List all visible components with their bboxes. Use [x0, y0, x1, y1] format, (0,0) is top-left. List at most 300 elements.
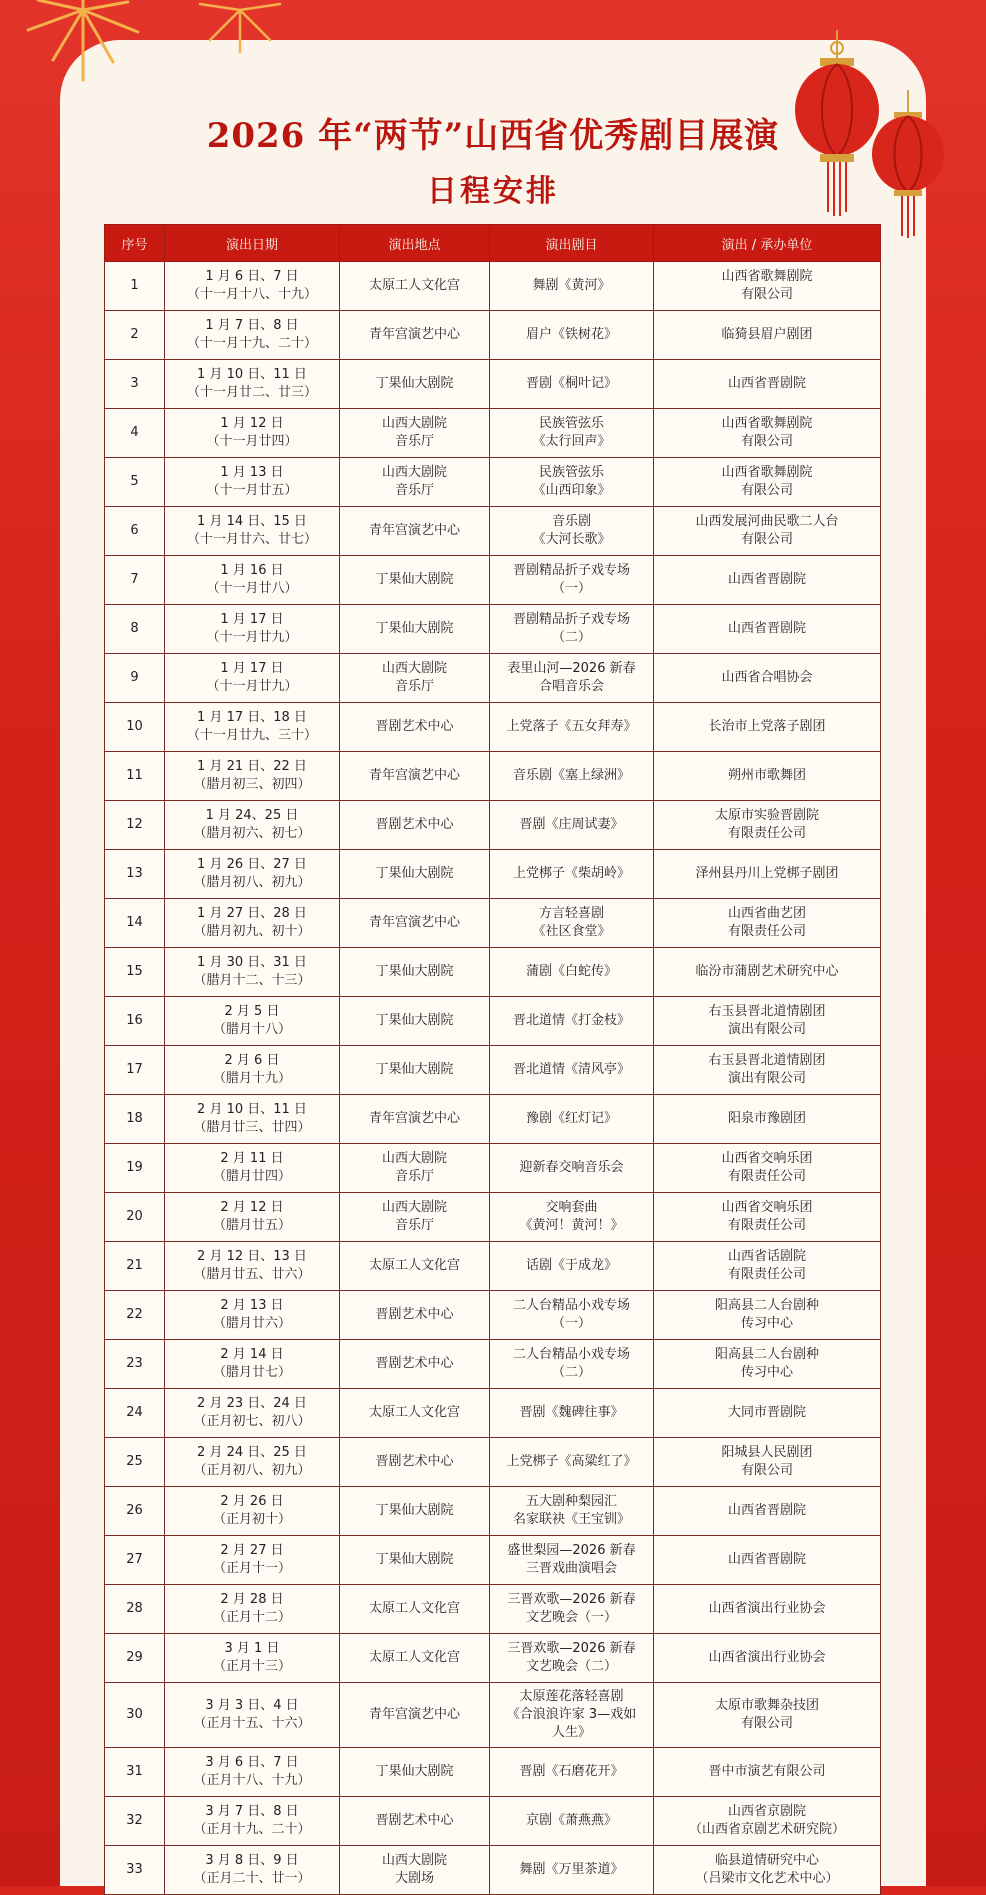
table-row	[105, 311, 881, 360]
cell-organizer-line: 长治市上党落子剧团	[708, 719, 826, 734]
cell-date	[165, 1046, 340, 1095]
cell-show-line: 文艺晚会（一）	[525, 1610, 617, 1625]
cell-organizer	[654, 507, 881, 556]
cell-number: 10	[105, 703, 165, 752]
cell-show-line: 舞剧《万里茶道》	[519, 1862, 624, 1877]
cell-date	[165, 1144, 340, 1193]
cell-organizer-line: 山西省京剧院	[727, 1804, 806, 1819]
cell-date-line: （正月初八、初九）	[193, 1463, 311, 1478]
cell-number: 25	[105, 1438, 165, 1487]
table-row	[105, 360, 881, 409]
cell-show	[490, 458, 654, 507]
cell-organizer	[654, 1046, 881, 1095]
cell-show	[490, 1846, 654, 1895]
cell-show-line: 三晋戏曲演唱会	[525, 1561, 617, 1576]
cell-show	[490, 1095, 654, 1144]
cell-show-line: 二人台精品小戏专场	[512, 1347, 630, 1362]
cell-venue-line: 太原工人文化宫	[368, 1405, 460, 1420]
cell-organizer-line: 山西省曲艺团	[727, 906, 806, 921]
table-header-row	[105, 225, 881, 262]
cell-number: 20	[105, 1193, 165, 1242]
cell-date-line: 1 月 26 日、27 日	[197, 857, 307, 872]
cell-show	[490, 360, 654, 409]
cell-venue-line: 音乐厅	[394, 1218, 434, 1233]
table-row	[105, 507, 881, 556]
cell-date-line: （腊月廿六）	[212, 1316, 291, 1331]
cell-number: 2	[105, 311, 165, 360]
cell-number: 4	[105, 409, 165, 458]
cell-date-line: 1 月 17 日、18 日	[197, 710, 307, 725]
table-row	[105, 997, 881, 1046]
cell-date-line: 2 月 13 日	[220, 1298, 284, 1313]
cell-date-line: （腊月初三、初四）	[193, 777, 311, 792]
cell-show-line: 晋剧精品折子戏专场	[512, 563, 630, 578]
cell-venue	[340, 948, 490, 997]
cell-venue-line: 晋剧艺术中心	[375, 1307, 454, 1322]
cell-venue	[340, 899, 490, 948]
cell-date	[165, 1340, 340, 1389]
cell-organizer-line: 右玉县晋北道情剧团	[708, 1053, 826, 1068]
table-row	[105, 752, 881, 801]
column-header-date: 演出日期	[165, 225, 340, 262]
table-row	[105, 948, 881, 997]
cell-venue-line: 丁果仙大剧院	[375, 1552, 454, 1567]
cell-organizer-line: 山西省演出行业协会	[708, 1650, 826, 1665]
table-row	[105, 801, 881, 850]
cell-organizer-line: 阳高县二人台剧种	[714, 1347, 819, 1362]
cell-date-line: 2 月 23 日、24 日	[197, 1396, 307, 1411]
column-header-organizer: 演出 / 承办单位	[654, 225, 881, 262]
cell-date-line: （十一月廿五）	[206, 483, 298, 498]
table-row	[105, 605, 881, 654]
cell-organizer	[654, 654, 881, 703]
schedule-table	[104, 224, 881, 1895]
cell-show-line: 晋北道情《清风亭》	[512, 1062, 630, 1077]
table-row	[105, 1846, 881, 1895]
cell-number: 21	[105, 1242, 165, 1291]
cell-date	[165, 703, 340, 752]
cell-date-line: 1 月 16 日	[220, 563, 284, 578]
cell-organizer-line: （吕梁市文化艺术中心）	[695, 1871, 839, 1886]
table-row	[105, 703, 881, 752]
cell-date-line: 2 月 27 日	[220, 1543, 284, 1558]
cell-organizer-line: 山西省晋剧院	[727, 1503, 806, 1518]
cell-date-line: （腊月廿五）	[212, 1218, 291, 1233]
cell-date-line: 1 月 17 日	[220, 661, 284, 676]
cell-date	[165, 262, 340, 311]
cell-date-line: 1 月 24、25 日	[205, 808, 299, 823]
cell-number: 19	[105, 1144, 165, 1193]
cell-date-line: 1 月 17 日	[220, 612, 284, 627]
cell-date	[165, 507, 340, 556]
cell-organizer-line: 临汾市蒲剧艺术研究中心	[695, 964, 839, 979]
cell-venue-line: 晋剧艺术中心	[375, 1356, 454, 1371]
cell-date-line: 1 月 30 日、31 日	[197, 955, 307, 970]
cell-number: 27	[105, 1536, 165, 1585]
cell-organizer-line: 演出有限公司	[727, 1071, 806, 1086]
cell-number: 5	[105, 458, 165, 507]
cell-number: 26	[105, 1487, 165, 1536]
cell-venue-line: 音乐厅	[394, 434, 434, 449]
table-row	[105, 1585, 881, 1634]
cell-date	[165, 409, 340, 458]
cell-organizer-line: 有限责任公司	[727, 924, 806, 939]
cell-date	[165, 1683, 340, 1748]
cell-show	[490, 1487, 654, 1536]
cell-venue	[340, 1389, 490, 1438]
cell-venue	[340, 1340, 490, 1389]
cell-venue-line: 山西大剧院	[381, 416, 447, 431]
cell-organizer-line: 山西发展河曲民歌二人台	[695, 514, 839, 529]
cell-date	[165, 1438, 340, 1487]
cell-date-line: （十一月十八、十九）	[186, 287, 317, 302]
cell-date-line: （腊月十九）	[212, 1071, 291, 1086]
cell-show	[490, 948, 654, 997]
cell-venue-line: 丁果仙大剧院	[375, 1013, 454, 1028]
schedule-table-container	[104, 224, 880, 1895]
cell-show-line: 《黄河！黄河！》	[519, 1218, 624, 1233]
cell-show	[490, 1144, 654, 1193]
cell-date-line: 1 月 21 日、22 日	[197, 759, 307, 774]
cell-venue-line: 山西大剧院	[381, 1151, 447, 1166]
cell-date-line: （十一月廿二、廿三）	[186, 385, 317, 400]
cell-venue	[340, 1487, 490, 1536]
cell-organizer	[654, 458, 881, 507]
cell-venue	[340, 1144, 490, 1193]
cell-number: 11	[105, 752, 165, 801]
cell-organizer	[654, 1144, 881, 1193]
cell-venue-line: 太原工人文化宫	[368, 1650, 460, 1665]
cell-date	[165, 1095, 340, 1144]
cell-organizer-line: 阳高县二人台剧种	[714, 1298, 819, 1313]
cell-organizer-line: 大同市晋剧院	[727, 1405, 806, 1420]
cell-organizer	[654, 556, 881, 605]
cell-show	[490, 605, 654, 654]
cell-venue	[340, 409, 490, 458]
cell-venue-line: 大剧场	[394, 1871, 434, 1886]
table-row	[105, 1340, 881, 1389]
table-row	[105, 1046, 881, 1095]
cell-date	[165, 1291, 340, 1340]
cell-date-line: 2 月 10 日、11 日	[197, 1102, 307, 1117]
cell-show-line: 《社区食堂》	[532, 924, 611, 939]
cell-organizer-line: 朔州市歌舞团	[727, 768, 806, 783]
cell-date	[165, 654, 340, 703]
cell-date	[165, 1846, 340, 1895]
cell-venue-line: 晋剧艺术中心	[375, 719, 454, 734]
cell-date-line: 1 月 14 日、15 日	[197, 514, 307, 529]
cell-organizer-line: 山西省晋剧院	[727, 376, 806, 391]
cell-organizer-line: 有限责任公司	[727, 1267, 806, 1282]
cell-show	[490, 899, 654, 948]
cell-number: 32	[105, 1797, 165, 1846]
cell-venue-line: 丁果仙大剧院	[375, 572, 454, 587]
cell-number: 8	[105, 605, 165, 654]
cell-show-line: 交响套曲	[545, 1200, 598, 1215]
cell-venue	[340, 1291, 490, 1340]
cell-venue-line: 青年宫演艺中心	[368, 915, 460, 930]
cell-date-line: 1 月 12 日	[220, 416, 284, 431]
cell-organizer-line: 传习中心	[740, 1365, 793, 1380]
cell-organizer	[654, 409, 881, 458]
cell-show	[490, 1634, 654, 1683]
cell-venue	[340, 1683, 490, 1748]
cell-organizer-line: 有限公司	[740, 1716, 793, 1731]
cell-number: 18	[105, 1095, 165, 1144]
table-row	[105, 1242, 881, 1291]
cell-date-line: （腊月廿三、廿四）	[193, 1120, 311, 1135]
cell-number: 24	[105, 1389, 165, 1438]
cell-venue	[340, 262, 490, 311]
cell-show-line: 豫剧《红灯记》	[525, 1111, 617, 1126]
cell-date-line: 2 月 12 日	[220, 1200, 284, 1215]
table-row	[105, 1095, 881, 1144]
cell-organizer	[654, 360, 881, 409]
cell-show-line: 表里山河—2026 新春	[507, 661, 636, 676]
cell-organizer-line: 演出有限公司	[727, 1022, 806, 1037]
cell-organizer-line: 山西省晋剧院	[727, 1552, 806, 1567]
cell-venue-line: 音乐厅	[394, 679, 434, 694]
cell-date-line: （腊月初六、初七）	[193, 826, 311, 841]
cell-show	[490, 1046, 654, 1095]
cell-venue-line: 太原工人文化宫	[368, 1601, 460, 1616]
cell-date	[165, 1193, 340, 1242]
cell-show	[490, 556, 654, 605]
cell-date-line: 3 月 1 日	[224, 1641, 280, 1656]
table-row	[105, 1291, 881, 1340]
cell-date-line: 1 月 10 日、11 日	[197, 367, 307, 382]
table-row	[105, 409, 881, 458]
cell-number: 30	[105, 1683, 165, 1748]
cell-show	[490, 409, 654, 458]
cell-venue-line: 青年宫演艺中心	[368, 1707, 460, 1722]
cell-organizer-line: 山西省交响乐团	[721, 1151, 813, 1166]
cell-organizer-line: 有限公司	[740, 1463, 793, 1478]
table-body	[105, 262, 881, 1895]
cell-organizer-line: （山西省京剧艺术研究院）	[688, 1822, 845, 1837]
cell-date-line: （十一月廿四）	[206, 434, 298, 449]
cell-number: 3	[105, 360, 165, 409]
cell-organizer-line: 山西省歌舞剧院	[721, 465, 813, 480]
cell-organizer	[654, 1487, 881, 1536]
cell-organizer-line: 山西省合唱协会	[721, 670, 813, 685]
cell-venue	[340, 1585, 490, 1634]
cell-number: 14	[105, 899, 165, 948]
cell-venue-line: 丁果仙大剧院	[375, 1764, 454, 1779]
cell-number: 9	[105, 654, 165, 703]
cell-date-line: 3 月 7 日、8 日	[205, 1804, 299, 1819]
cell-show-line: 方言轻喜剧	[538, 906, 604, 921]
cell-venue-line: 太原工人文化宫	[368, 1258, 460, 1273]
firework-icon	[8, 0, 158, 110]
cell-show	[490, 1193, 654, 1242]
cell-organizer-line: 有限公司	[740, 287, 793, 302]
cell-show	[490, 1585, 654, 1634]
cell-show	[490, 654, 654, 703]
cell-organizer-line: 山西省晋剧院	[727, 621, 806, 636]
cell-organizer-line: 传习中心	[740, 1316, 793, 1331]
cell-venue	[340, 1438, 490, 1487]
cell-show	[490, 1340, 654, 1389]
cell-venue-line: 山西大剧院	[381, 465, 447, 480]
cell-date	[165, 311, 340, 360]
cell-venue-line: 晋剧艺术中心	[375, 817, 454, 832]
table-row	[105, 458, 881, 507]
cell-show-line: 太原莲花落轻喜剧	[519, 1689, 624, 1704]
cell-organizer	[654, 1748, 881, 1797]
cell-show	[490, 1683, 654, 1748]
cell-date	[165, 948, 340, 997]
cell-show-line: 人生》	[551, 1725, 591, 1740]
cell-venue	[340, 850, 490, 899]
cell-number: 33	[105, 1846, 165, 1895]
cell-organizer	[654, 752, 881, 801]
cell-date-line: （十一月廿九、三十）	[186, 728, 317, 743]
table-row	[105, 654, 881, 703]
cell-show	[490, 507, 654, 556]
cell-show-line: 《大河长歌》	[532, 532, 611, 547]
cell-venue-line: 山西大剧院	[381, 1200, 447, 1215]
cell-organizer	[654, 1438, 881, 1487]
cell-organizer	[654, 605, 881, 654]
cell-show-line: 《合浪浪许家 3—戏如	[506, 1707, 637, 1722]
cell-show-line: 音乐剧	[551, 514, 591, 529]
cell-show-line: 晋北道情《打金枝》	[512, 1013, 630, 1028]
page-title: 2026 年“两节”山西省优秀剧目展演	[206, 116, 780, 156]
cell-date-line: 2 月 5 日	[224, 1004, 280, 1019]
cell-show-line: 《山西印象》	[532, 483, 611, 498]
cell-date-line: （正月十八、十九）	[193, 1773, 311, 1788]
column-header-venue: 演出地点	[340, 225, 490, 262]
cell-date-line: 2 月 6 日	[224, 1053, 280, 1068]
table-row	[105, 1797, 881, 1846]
table-row	[105, 1536, 881, 1585]
cell-organizer-line: 有限责任公司	[727, 1218, 806, 1233]
cell-venue-line: 音乐厅	[394, 1169, 434, 1184]
cell-venue	[340, 1536, 490, 1585]
cell-organizer-line: 泽州县丹川上党梆子剧团	[695, 866, 839, 881]
cell-venue	[340, 1846, 490, 1895]
cell-organizer-line: 阳城县人民剧团	[721, 1445, 813, 1460]
cell-date-line: 3 月 6 日、7 日	[205, 1755, 299, 1770]
cell-venue	[340, 360, 490, 409]
cell-date-line: （腊月廿五、廿六）	[193, 1267, 311, 1282]
table-row	[105, 850, 881, 899]
cell-organizer-line: 山西省歌舞剧院	[721, 416, 813, 431]
cell-date-line: （正月二十、廿一）	[193, 1871, 311, 1886]
cell-date	[165, 801, 340, 850]
cell-organizer-line: 右玉县晋北道情剧团	[708, 1004, 826, 1019]
cell-show	[490, 1291, 654, 1340]
cell-venue-line: 晋剧艺术中心	[375, 1454, 454, 1469]
cell-date-line: （腊月廿七）	[212, 1365, 291, 1380]
cell-organizer-line: 山西省交响乐团	[721, 1200, 813, 1215]
cell-date-line: （腊月廿四）	[212, 1169, 291, 1184]
cell-show-line: 上党梆子《柴胡岭》	[512, 866, 630, 881]
cell-date-line: （腊月初八、初九）	[193, 875, 311, 890]
cell-show-line: 眉户《铁树花》	[525, 327, 617, 342]
cell-organizer	[654, 1585, 881, 1634]
cell-number: 28	[105, 1585, 165, 1634]
cell-date-line: （正月十二）	[212, 1610, 291, 1625]
cell-organizer	[654, 1340, 881, 1389]
column-header-no: 序号	[105, 225, 165, 262]
cell-number: 16	[105, 997, 165, 1046]
cell-show-line: 蒲剧《白蛇传》	[525, 964, 617, 979]
cell-show	[490, 1438, 654, 1487]
cell-show-line: 三晋欢歌—2026 新春	[507, 1641, 636, 1656]
cell-date	[165, 752, 340, 801]
cell-date-line: （十一月十九、二十）	[186, 336, 317, 351]
table-row	[105, 262, 881, 311]
cell-show-line: 民族管弦乐	[538, 465, 604, 480]
cell-venue	[340, 654, 490, 703]
cell-date-line: （正月十三）	[212, 1659, 291, 1674]
cell-organizer	[654, 1797, 881, 1846]
cell-show-line: 盛世梨园—2026 新春	[507, 1543, 636, 1558]
cell-date-line: （正月初七、初八）	[193, 1414, 311, 1429]
cell-date	[165, 1389, 340, 1438]
cell-date-line: 2 月 24 日、25 日	[197, 1445, 307, 1460]
cell-organizer	[654, 1846, 881, 1895]
cell-date	[165, 1536, 340, 1585]
cell-show	[490, 1242, 654, 1291]
cell-show	[490, 1797, 654, 1846]
cell-show-line: 话剧《于成龙》	[525, 1258, 617, 1273]
cell-organizer	[654, 1291, 881, 1340]
cell-organizer-line: 有限公司	[740, 532, 793, 547]
cell-organizer-line: 山西省演出行业协会	[708, 1601, 826, 1616]
cell-date-line: （正月十九、二十）	[193, 1822, 311, 1837]
cell-show-line: 二人台精品小戏专场	[512, 1298, 630, 1313]
cell-show-line: 文艺晚会（二）	[525, 1659, 617, 1674]
cell-show-line: （一）	[551, 581, 591, 596]
cell-show	[490, 311, 654, 360]
cell-number: 1	[105, 262, 165, 311]
cell-date	[165, 899, 340, 948]
cell-date	[165, 458, 340, 507]
cell-organizer-line: 晋中市演艺有限公司	[708, 1764, 826, 1779]
table-row	[105, 1487, 881, 1536]
cell-date-line: （十一月廿九）	[206, 679, 298, 694]
cell-venue-line: 青年宫演艺中心	[368, 1111, 460, 1126]
cell-show-line: 晋剧《桐叶记》	[525, 376, 617, 391]
cell-date-line: 2 月 12 日、13 日	[197, 1249, 307, 1264]
table-row	[105, 1683, 881, 1748]
table-row	[105, 899, 881, 948]
cell-venue	[340, 1046, 490, 1095]
cell-organizer-line: 有限公司	[740, 434, 793, 449]
cell-date-line: （十一月廿九）	[206, 630, 298, 645]
cell-date	[165, 1487, 340, 1536]
cell-show-line: 五大剧种梨园汇	[525, 1494, 617, 1509]
cell-date	[165, 850, 340, 899]
cell-organizer	[654, 1683, 881, 1748]
table-row	[105, 1389, 881, 1438]
cell-venue-line: 青年宫演艺中心	[368, 523, 460, 538]
cell-date-line: 2 月 14 日	[220, 1347, 284, 1362]
cell-organizer	[654, 948, 881, 997]
cell-number: 17	[105, 1046, 165, 1095]
cell-show-line: 三晋欢歌—2026 新春	[507, 1592, 636, 1607]
cell-organizer-line: 阳泉市豫剧团	[727, 1111, 806, 1126]
cell-venue	[340, 801, 490, 850]
cell-show-line: 合唱音乐会	[538, 679, 604, 694]
cell-venue	[340, 1797, 490, 1846]
cell-show-line: （二）	[551, 630, 591, 645]
cell-venue	[340, 605, 490, 654]
cell-organizer	[654, 1242, 881, 1291]
